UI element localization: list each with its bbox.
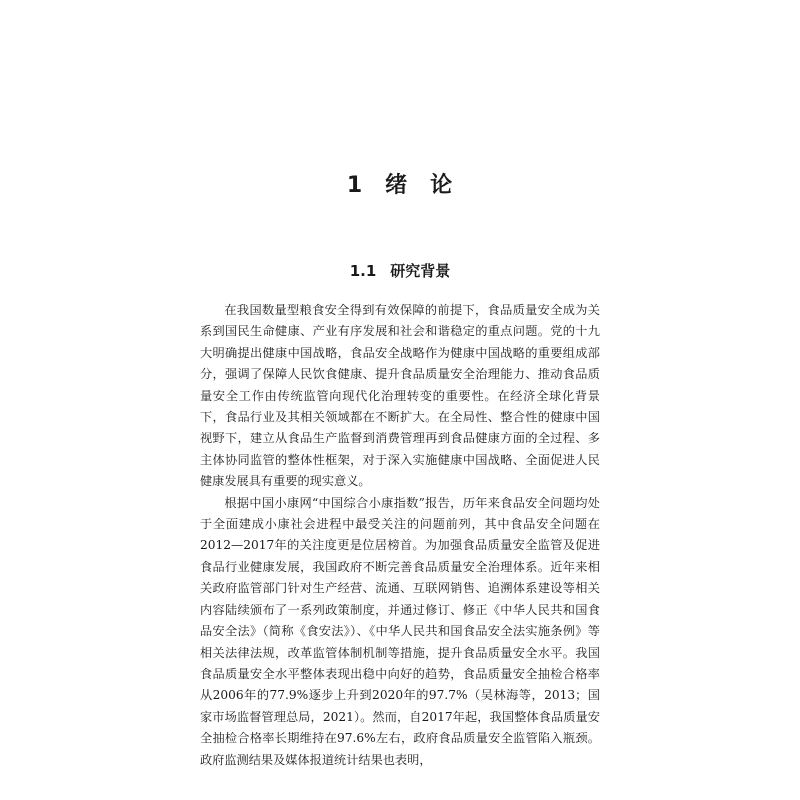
chapter-title <box>0 168 800 199</box>
paragraph: 根据中国小康网“中国综合小康指数”报告，历年来食品安全问题均处于全面建成小康社会进程中最受关注的问题前列，其中食品安全问题在2012—2017年的关注度更是位居榜首。为加强食品质量安全监管及促进食品行业健康发展，我国政府不断完善食品质量安全治理体系。近年来相关政府监管部门针对生产经营、流通、互联网销售、追溯体系建设等相关内容陆续颁布了一系列政策制度，并通过修订、修正《中华人民共和国食品安全法》（简称《食安法》）、《中华人民共和国食品安全法实施条例》等相关法律法规，改革监管体制机制等措施，提升食品质量安全水平。我国食品质量安全水平整体表现出稳中向好的趋势，食品质量安全抽检合格率从2006年的77.9%逐步上升到2020年的97.7%（吴林海等，2013；国家市场监督管理总局，2021）。然而，自2017年起，我国整体食品质量安全抽检合格率长期维持在97.6%左右，政府食品质量安全监管陷入瓶颈。政府监测结果及媒体报道统计结果也表明， <box>200 495 600 767</box>
body-text <box>200 300 600 771</box>
section-number: 1.1 <box>349 262 377 280</box>
section-title: 研究背景 <box>390 262 451 280</box>
chapter-title-char-2: 论 <box>430 173 454 198</box>
section-heading <box>0 260 800 281</box>
chapter-number: 1 <box>346 173 364 198</box>
paragraph: 在我国数量型粮食安全得到有效保障的前提下，食品质量安全成为关系到国民生命健康、产业有序发展和社会和谐稳定的重点问题。党的十九大明确提出健康中国战略，食品安全战略作为健康中国战略的重要组成部分，强调了保障人民饮食健康、提升食品质量安全治理能力、推动食品质量安全工作由传统监管向现代化治理转变的重要性。在经济全球化背景下，食品行业及其相关领域都在不断扩大。在全局性、整合性的健康中国视野下，建立从食品生产监督到消费管理再到食品健康方面的全过程、多主体协同监管的整体性框架，对于深入实施健康中国战略、全面促进人民健康发展具有重要的现实意义。 <box>200 303 600 489</box>
chapter-title-char-1: 绪 <box>385 173 409 198</box>
